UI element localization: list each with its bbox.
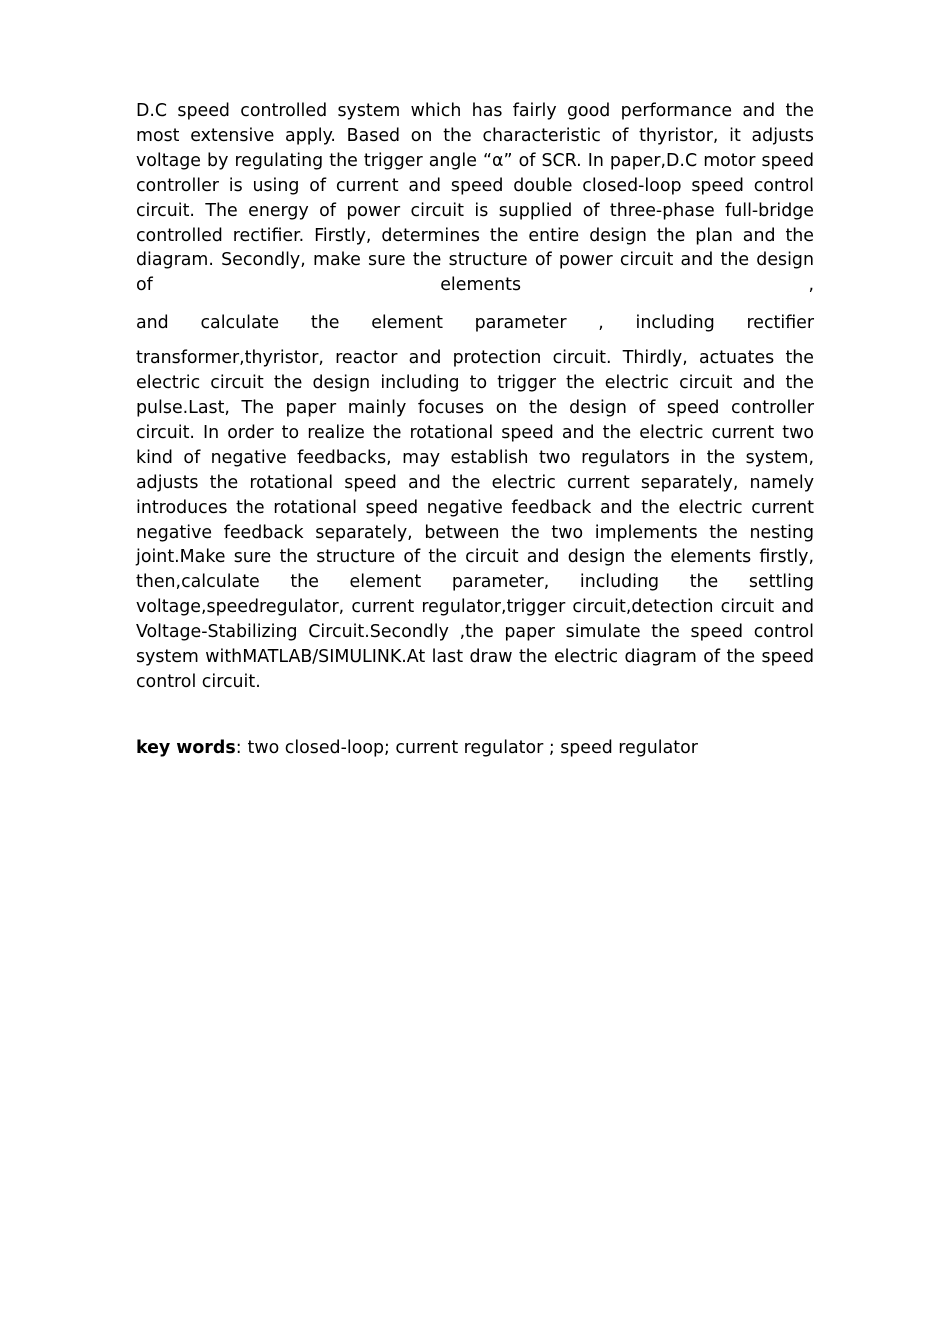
abstract-paragraph-2: and calculate the element parameter , including rectifier (136, 313, 814, 334)
document-page (136, 99, 814, 761)
abstract-paragraph-1: D.C speed controlled system which has fairly good performance and the most extensive apply. Based on the characteristic of thyristor, it adjusts voltage by regulating the trigger angle “α” of SCR. In paper,D.C motor speed controller is using of current and speed double closed-loop speed control circuit. The energy of power circuit is supplied of three-phase full-bridge controlled rectifier. Firstly, determines the entire design the plan and the diagram. Secondly, make sure the structure of power circuit and the design of elements , (136, 101, 814, 296)
keywords-separator: : (235, 737, 242, 758)
keywords-text: two closed-loop; current regulator ; speed regulator (247, 737, 698, 758)
abstract-paragraph-3: transformer,thyristor, reactor and protection circuit. Thirdly, actuates the electric circuit the design including to trigger the electric circuit and the pulse.Last, The paper mainly focuses on the design of speed controller circuit. In order to realize the rotational speed and the electric current two kind of negative feedbacks, may establish two regulators in the system, adjusts the rotational speed and the electric current separately, namely introduces the rotational speed negative feedback and the electric current negative feedback separately, between the two implements the nesting joint.Make sure the structure of the circuit and design the elements firstly, then,calculate the element parameter, including the settling voltage,speedregulator, current regulator,trigger circuit,detection circuit and Voltage-Stabilizing Circuit.Secondly ,the paper simulate the speed control system withMATLAB/SIMULINK.At last draw the electric diagram of the speed control circuit. (136, 348, 814, 692)
keywords-line (136, 736, 814, 761)
keywords-label: key words (136, 737, 236, 758)
